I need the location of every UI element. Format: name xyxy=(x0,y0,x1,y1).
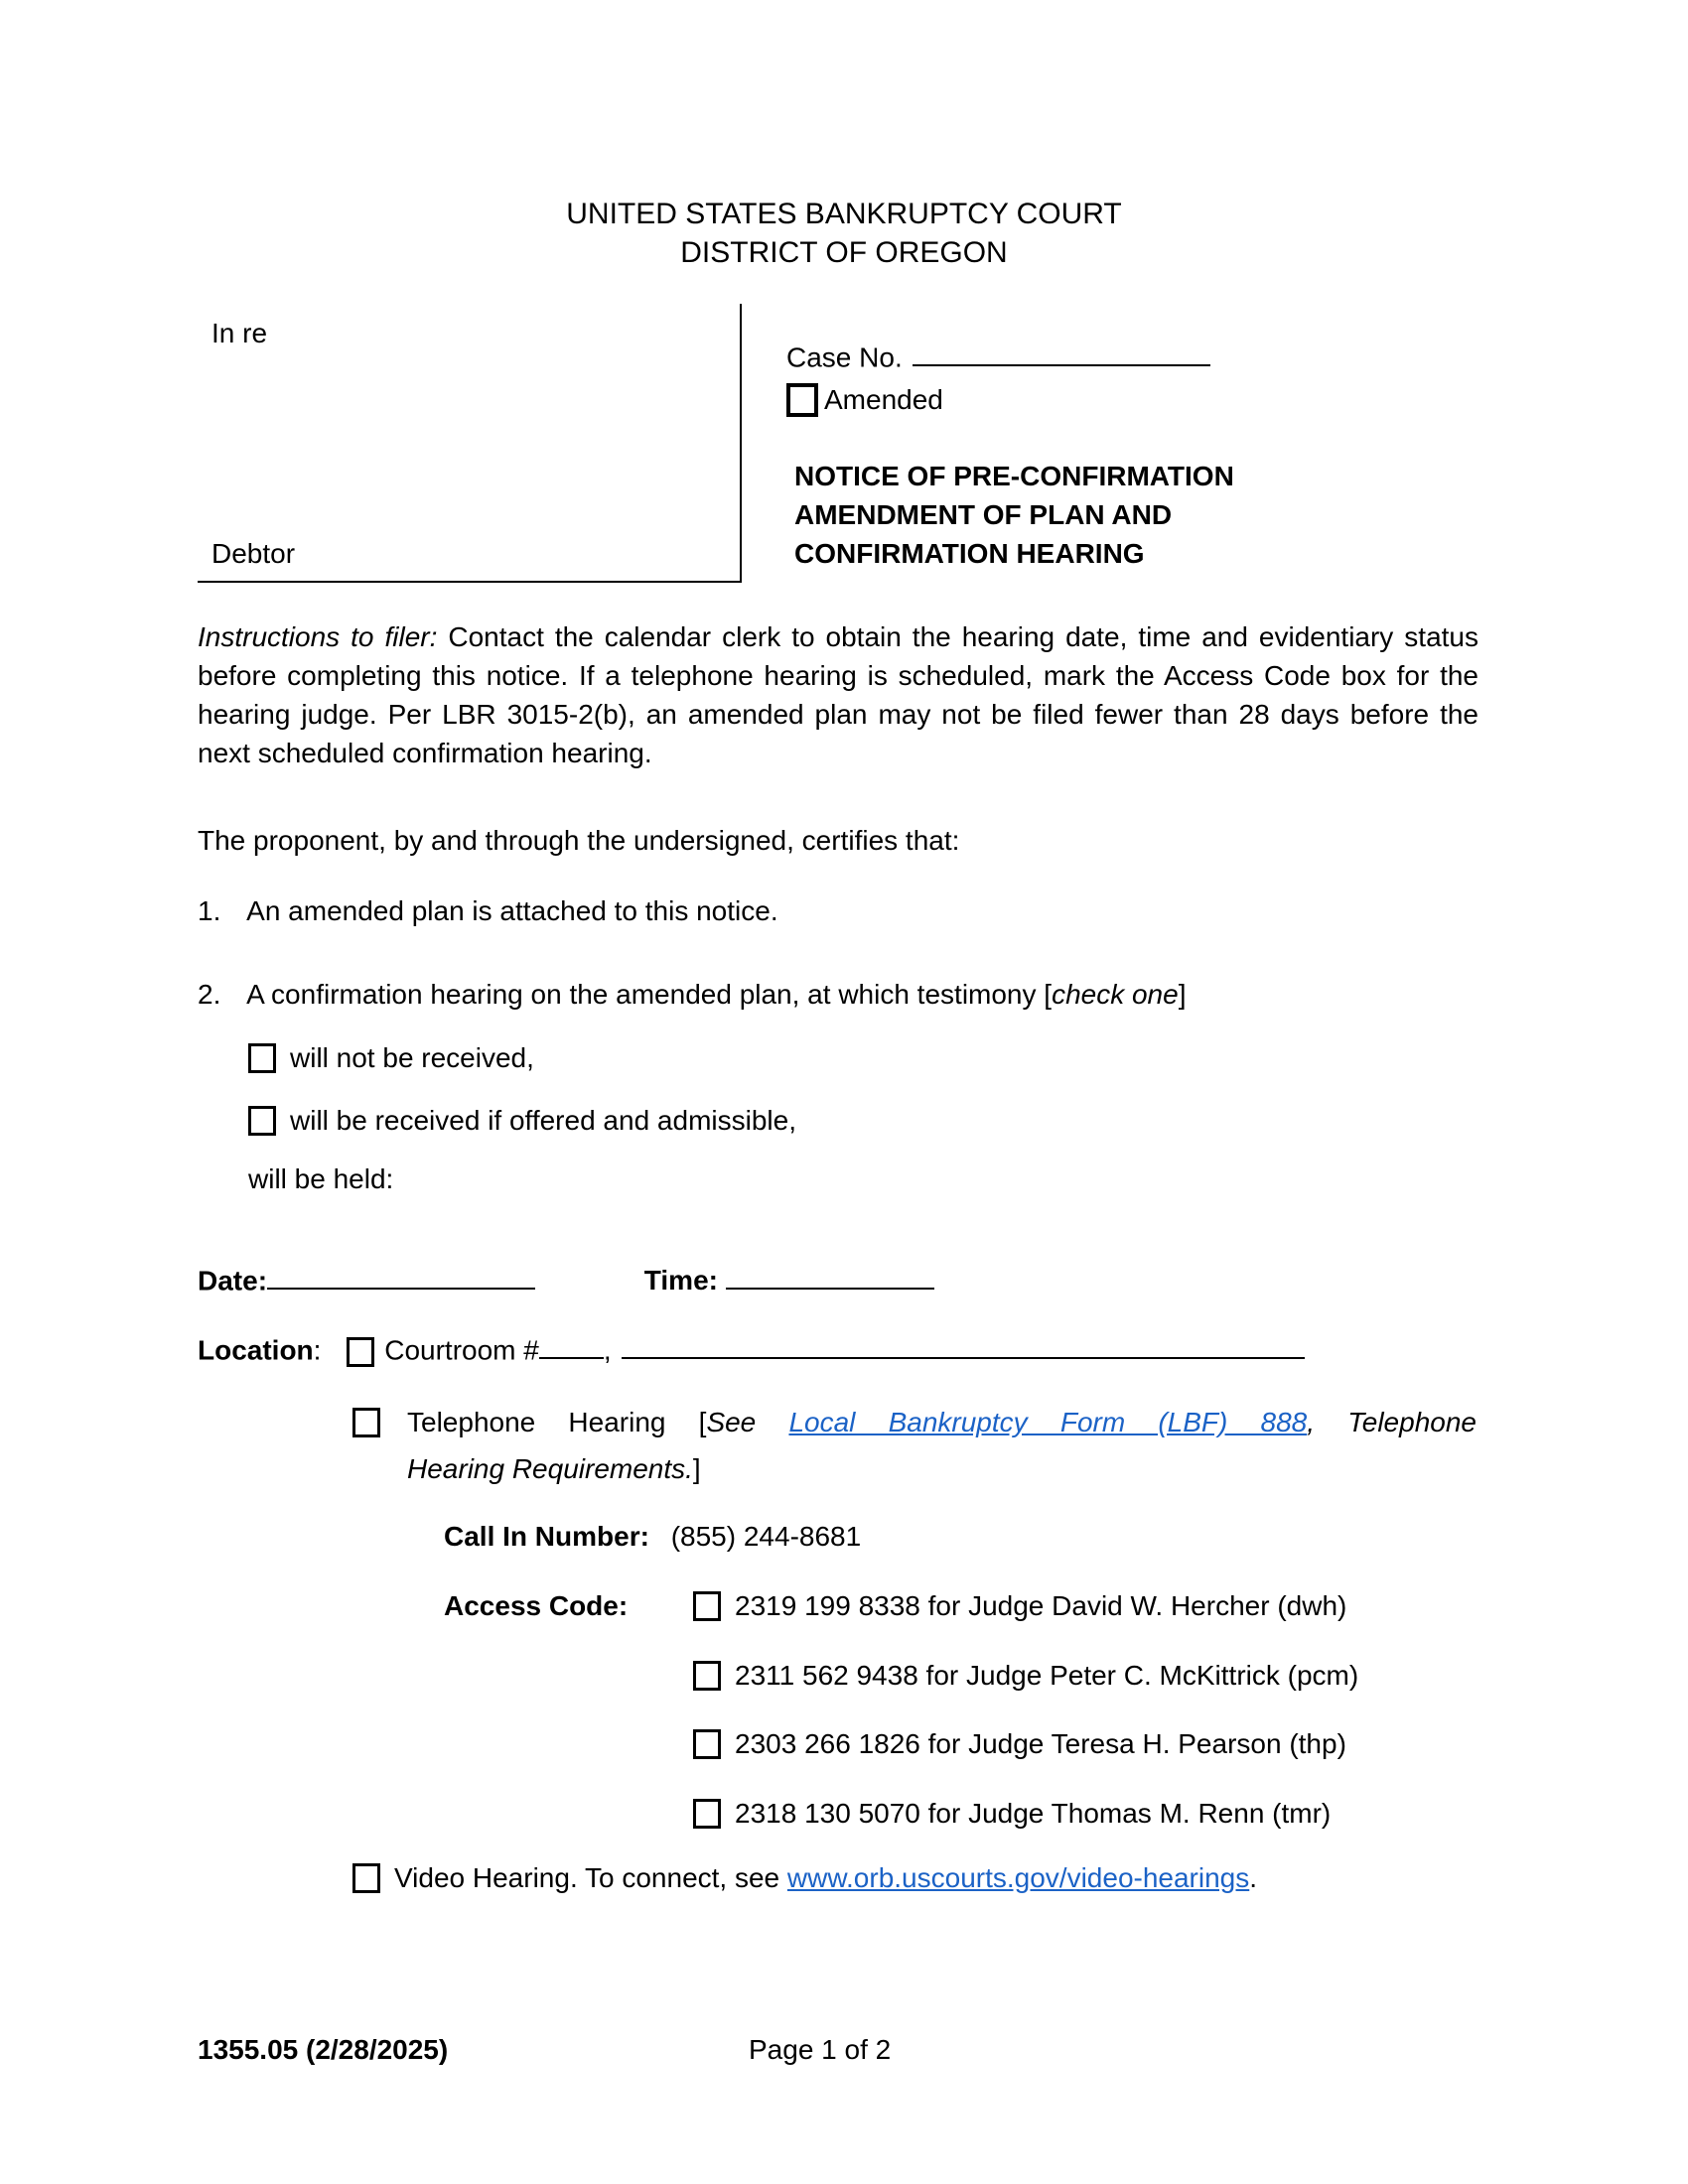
instructions-lead: Instructions to filer: xyxy=(198,621,438,652)
item-1 xyxy=(198,891,778,930)
access-code-row-dwh xyxy=(693,1586,1346,1625)
testimony-not-received-row xyxy=(248,1038,534,1077)
court-district: DISTRICT OF OREGON xyxy=(680,236,1008,269)
item-1-number: 1. xyxy=(198,895,221,926)
case-no-row xyxy=(786,336,1210,376)
call-in-number-label: Call In Number: xyxy=(444,1521,649,1552)
notice-title-line3: CONFIRMATION HEARING xyxy=(794,538,1145,569)
access-code-label: Access Code: xyxy=(444,1590,629,1621)
certification-intro: The proponent, by and through the undersigned, certifies that: xyxy=(198,825,960,856)
item-2 xyxy=(198,975,1186,1014)
case-no-label: Case No. xyxy=(786,341,903,373)
instructions-body: Contact the calendar clerk to obtain the hearing date, time and evidentiary status before completing this notice. If a telephone hearing is scheduled, mark the Access Code box for the hearing judge. Per LBR 3015-2(b), an amended plan may not be filed fewer than 28 days before the next scheduled confirmation hearing. xyxy=(198,621,1478,768)
telephone-hearing-checkbox[interactable] xyxy=(352,1408,380,1437)
telephone-hearing-label: Telephone Hearing [ xyxy=(407,1407,707,1437)
access-code-checkbox-dwh[interactable] xyxy=(693,1591,721,1621)
access-code-label-tmr: 2318 130 5070 for Judge Thomas M. Renn (tmr) xyxy=(735,1798,1332,1829)
access-code-row-thp xyxy=(693,1724,1346,1763)
form-number: 1355.05 (2/28/2025) xyxy=(198,2034,449,2065)
will-be-held-label: will be held: xyxy=(248,1163,394,1194)
call-in-number-row xyxy=(444,1517,861,1556)
access-code-checkbox-tmr[interactable] xyxy=(693,1799,721,1829)
notice-title-line1: NOTICE OF PRE-CONFIRMATION xyxy=(794,461,1234,491)
testimony-received-row xyxy=(248,1101,796,1140)
location-label: Location xyxy=(198,1334,314,1366)
access-code-row-pcm xyxy=(693,1656,1358,1695)
location-address-blank[interactable] xyxy=(622,1328,1305,1359)
in-re-label: In re xyxy=(211,318,268,348)
courtroom-comma: , xyxy=(603,1334,612,1366)
amended-checkbox[interactable] xyxy=(786,383,818,417)
court-header xyxy=(0,195,1688,272)
page-number: Page 1 of 2 xyxy=(749,2034,892,2065)
notice-title-line2: AMENDMENT OF PLAN AND xyxy=(794,499,1173,530)
access-code-row-tmr xyxy=(693,1794,1331,1833)
time-label: Time: xyxy=(643,1265,718,1297)
case-no-blank[interactable] xyxy=(913,336,1210,366)
amended-row xyxy=(786,380,943,419)
date-label: Date: xyxy=(198,1265,268,1297)
testimony-not-received-label: will not be received, xyxy=(290,1042,534,1073)
notice-title xyxy=(794,457,1350,573)
caption-box xyxy=(198,304,742,583)
access-code-label-dwh: 2319 199 8338 for Judge David W. Hercher (dwh) xyxy=(735,1590,1347,1621)
video-hearing-checkbox[interactable] xyxy=(352,1863,380,1893)
time-blank[interactable] xyxy=(726,1259,934,1290)
location-row xyxy=(198,1328,1305,1369)
access-code-checkbox-pcm[interactable] xyxy=(693,1661,721,1691)
date-blank[interactable] xyxy=(267,1259,535,1290)
telephone-hearing-line2: Hearing Requirements.] xyxy=(407,1453,701,1484)
debtor-label: Debtor xyxy=(211,538,296,569)
amended-label: Amended xyxy=(824,384,943,415)
video-hearing-row xyxy=(352,1858,1257,1897)
item-2-number: 2. xyxy=(198,979,221,1010)
court-title: UNITED STATES BANKRUPTCY COURT xyxy=(566,198,1122,230)
testimony-received-label: will be received if offered and admissible, xyxy=(290,1105,796,1136)
testimony-not-received-checkbox[interactable] xyxy=(248,1043,276,1073)
access-code-checkbox-thp[interactable] xyxy=(693,1729,721,1759)
date-time-row xyxy=(198,1259,934,1299)
instructions-paragraph xyxy=(198,617,1478,772)
telephone-hearing-line1: Telephone Hearing [See Local Bankruptcy Form (LBF) 888, Telephone xyxy=(407,1407,1477,1437)
access-code-label-thp: 2303 266 1826 for Judge Teresa H. Pearson (thp) xyxy=(735,1728,1346,1759)
lbf-888-link[interactable]: Local Bankruptcy Form (LBF) 888 xyxy=(788,1407,1308,1437)
video-hearing-text: Video Hearing. To connect, see www.orb.uscourts.gov/video-hearings. xyxy=(394,1862,1258,1893)
courtroom-checkbox[interactable] xyxy=(347,1337,374,1367)
testimony-received-checkbox[interactable] xyxy=(248,1106,276,1136)
item-2-text: A confirmation hearing on the amended plan, at which testimony [check one] xyxy=(246,979,1187,1010)
video-hearings-link[interactable]: www.orb.uscourts.gov/video-hearings xyxy=(786,1862,1250,1893)
courtroom-number-blank[interactable] xyxy=(539,1328,604,1359)
item-1-text: An amended plan is attached to this notice. xyxy=(246,895,778,926)
access-code-label-pcm: 2311 562 9438 for Judge Peter C. McKittrick (pcm) xyxy=(735,1660,1359,1691)
courtroom-label: Courtroom # xyxy=(384,1334,539,1366)
call-in-number-value: (855) 244-8681 xyxy=(670,1521,862,1552)
location-colon: : xyxy=(313,1334,322,1366)
